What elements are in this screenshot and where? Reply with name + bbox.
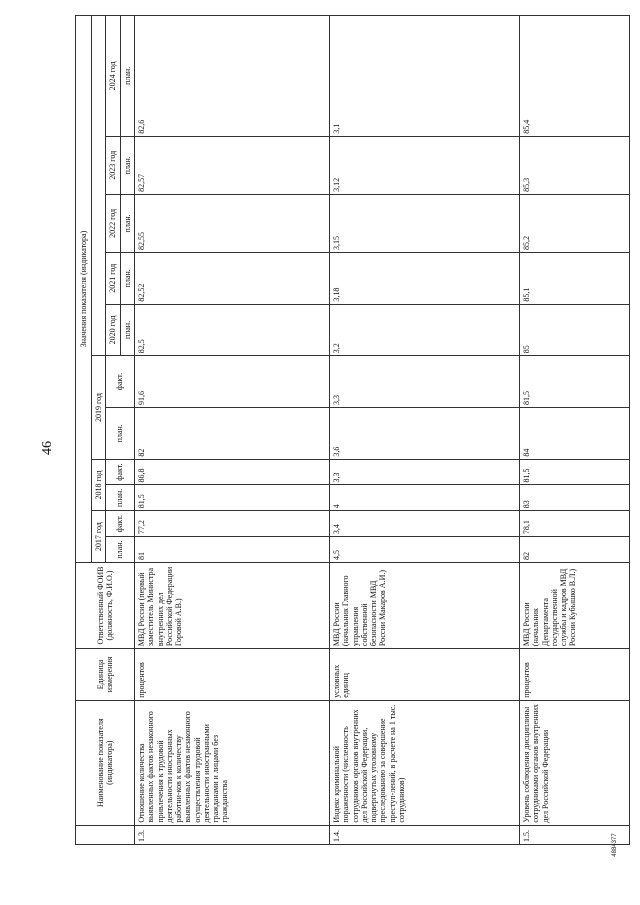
value-cell: 3,1 [330,16,520,137]
header-year-2018: 2018 год [92,459,106,511]
header-fact-2017: факт. [106,511,135,537]
value-cell: 4,5 [330,537,520,563]
header-year-2024: 2024 год [106,16,121,137]
value-cell: 3,4 [330,511,520,537]
value-cell: 85,1 [520,252,630,304]
table-row [520,16,630,845]
value-cell: 82,52 [135,252,330,304]
value-cell: 85,3 [520,136,630,194]
value-cell: 81,5 [520,356,630,408]
value-cell: 82,5 [135,304,330,356]
header-plan-2022: план. [121,194,135,252]
document-id: 4884377 [612,833,618,857]
value-cell: 3,3 [330,459,520,485]
value-cell: 85,4 [520,16,630,137]
value-cell: 82 [520,537,630,563]
header-year-2022: 2022 год [106,194,121,252]
value-cell: 85 [520,304,630,356]
value-cell: 81,5 [520,459,630,485]
header-responsible: Ответственный ФОИВ (должность, Ф.И.О.) [76,562,135,648]
value-cell: 85,2 [520,194,630,252]
value-cell: 3,18 [330,252,520,304]
value-cell: 81 [135,537,330,563]
value-cell: 86,8 [135,459,330,485]
indicator-name: Уровень соблюдения дисциплины сотрудниками органов внутренних дел Российской Федерации [520,700,630,825]
header-forecast-blank [92,16,106,356]
value-cell: 78,1 [520,511,630,537]
responsible-cell: МВД России (начальник Главного управления собственной безопасности МВД России Макаров А.И.) [330,562,520,648]
row-number: 1.3. [135,825,330,844]
header-unit: Единица измерения [76,649,135,701]
value-cell: 3,15 [330,194,520,252]
row-number: 1.5. [520,825,630,844]
header-plan-2019: план. [106,407,135,459]
header-year-2019: 2019 год [92,356,106,459]
header-plan-2020: план. [121,304,135,356]
header-name: Наименование показателя (индикатора) [76,700,135,825]
header-fact-2018: факт. [106,459,135,485]
indicator-name: Отношение количества выявленных фактов незаконного привлечения к трудовой деятельности иностранных работни-ков к количеству выявленных фактов незаконного осуществления трудовой деятельности иностранными гражданами и лицами без гражданства [135,700,330,825]
value-cell: 82,55 [135,194,330,252]
value-cell: 3,6 [330,407,520,459]
row-number: 1.4. [330,825,520,844]
table-row [135,16,330,845]
value-cell: 84 [520,407,630,459]
header-plan-2021: план. [121,252,135,304]
header-values: Значения показателя (индикатора) [76,16,92,563]
value-cell: 3,12 [330,136,520,194]
value-cell: 82 [135,407,330,459]
rotated-table-wrapper [75,15,615,845]
value-cell: 91,6 [135,356,330,408]
header-plan-2018: план. [106,485,135,511]
indicator-name: Индекс криминальной пораженности (численность сотрудников органов внутренних дел Российской Федерации, подвергнутых уголовному преследованию за совершение преступ-лений, в расчете на 1 тыс. сотрудников) [330,700,520,825]
responsible-cell: МВД России (начальник Департамента государственной службы и кадров МВД России Кубышко В.Л.) [520,562,630,648]
header-plan-2023: план. [121,136,135,194]
value-cell: 82,57 [135,136,330,194]
page-number: 46 [40,441,55,455]
header-num-blank [76,825,135,844]
value-cell: 81,5 [135,485,330,511]
value-cell: 82,6 [135,16,330,137]
indicators-table [75,15,630,845]
unit-cell: процентов [135,649,330,701]
value-cell: 77,2 [135,511,330,537]
header-year-2021: 2021 год [106,252,121,304]
unit-cell: условных единиц [330,649,520,701]
header-plan-2017: план. [106,537,135,563]
header-year-2017: 2017 год [92,511,106,563]
value-cell: 3,3 [330,356,520,408]
value-cell: 3,2 [330,304,520,356]
responsible-cell: МВД России (первый заместитель Министра внутренних дел Российской Федерации Горовой А.В.) [135,562,330,648]
unit-cell: процентов [520,649,630,701]
header-fact-2019: факт. [106,356,135,408]
header-year-2023: 2023 год [106,136,121,194]
value-cell: 83 [520,485,630,511]
header-plan-2024: план. [121,16,135,137]
value-cell: 4 [330,485,520,511]
table-row [330,16,520,845]
header-year-2020: 2020 год [106,304,121,356]
